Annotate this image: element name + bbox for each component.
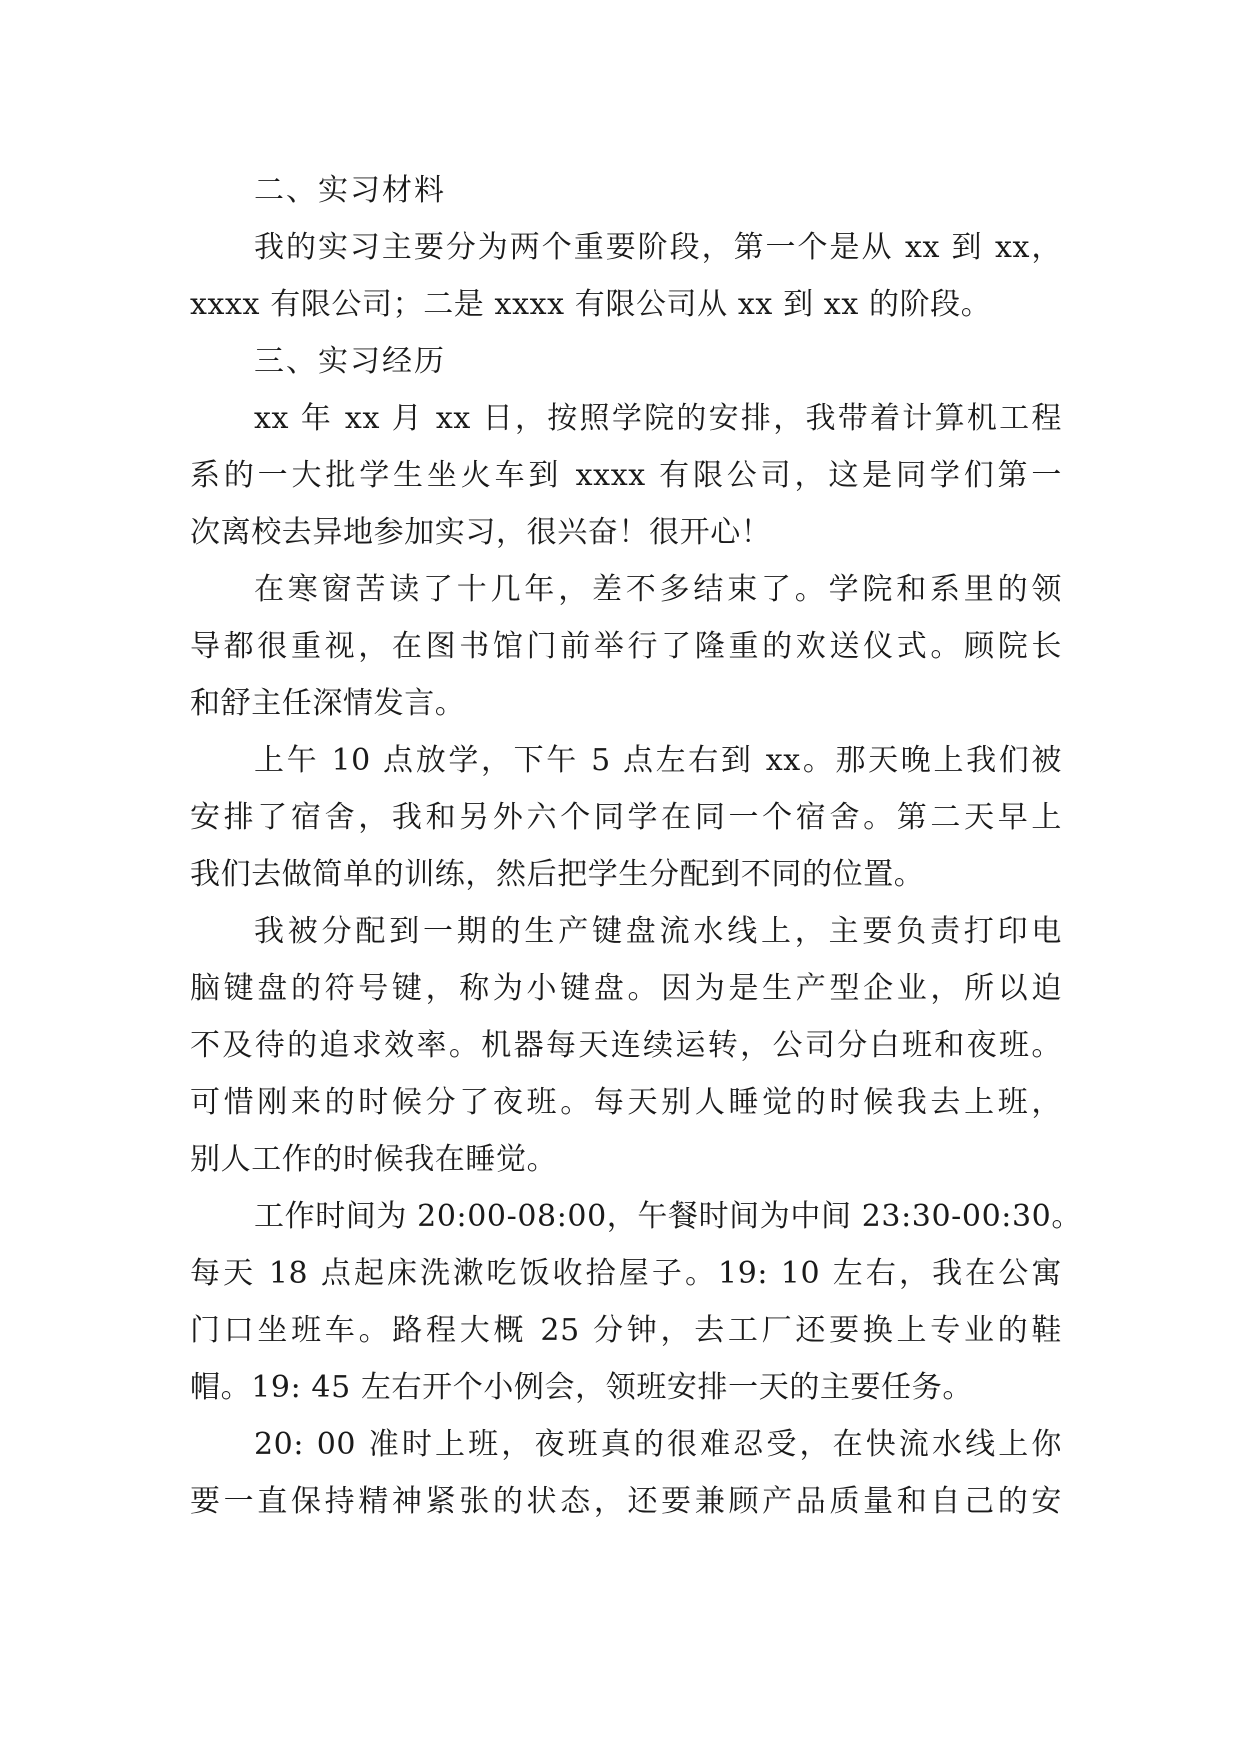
paragraph-line: 20: 00 准时上班，夜班真的很难忍受，在快流水线上你 — [254, 1427, 1062, 1462]
paragraph-line: 次离校去异地参加实习，很兴奋！很开心！ — [190, 515, 772, 550]
paragraph-line: 帽。19: 45 左右开个小例会，领班安排一天的主要任务。 — [190, 1370, 973, 1405]
paragraph-line: 我们去做简单的训练，然后把学生分配到不同的位置。 — [190, 857, 925, 892]
paragraph-line: 别人工作的时候我在睡觉。 — [190, 1142, 558, 1177]
paragraph-line: 要一直保持精神紧张的状态，还要兼顾产品质量和自己的安 — [190, 1484, 1062, 1519]
paragraph-line: 系的一大批学生坐火车到 xxxx 有限公司，这是同学们第一 — [190, 458, 1062, 493]
paragraph-line: 每天 18 点起床洗漱吃饭收拾屋子。19: 10 左右，我在公寓 — [190, 1256, 1062, 1291]
paragraph-line: 安排了宿舍，我和另外六个同学在同一个宿舍。第二天早上 — [190, 800, 1062, 835]
paragraph-line: 我被分配到一期的生产键盘流水线上，主要负责打印电 — [254, 914, 1062, 949]
paragraph-line: 工作时间为 20:00-08:00，午餐时间为中间 23:30-00:30。 — [254, 1199, 1082, 1234]
paragraph-line: 和舒主任深情发言。 — [190, 686, 466, 721]
document-body — [190, 162, 1082, 1530]
paragraph-line: 脑键盘的符号键，称为小键盘。因为是生产型企业，所以迫 — [190, 971, 1062, 1006]
section-heading-experience: 三、实习经历 — [254, 344, 446, 379]
paragraph-line: 导都很重视，在图书馆门前举行了隆重的欢送仪式。顾院长 — [190, 629, 1062, 664]
paragraph-line: 不及待的追求效率。机器每天连续运转，公司分白班和夜班。 — [190, 1028, 1062, 1063]
paragraph-line: 我的实习主要分为两个重要阶段，第一个是从 xx 到 xx， — [254, 230, 1062, 265]
paragraph-line: xxxx 有限公司；二是 xxxx 有限公司从 xx 到 xx 的阶段。 — [190, 287, 992, 322]
paragraph-line: 上午 10 点放学，下午 5 点左右到 xx。那天晚上我们被 — [254, 743, 1062, 778]
paragraph-line: 在寒窗苦读了十几年，差不多结束了。学院和系里的领 — [254, 572, 1062, 607]
paragraph-line: 门口坐班车。路程大概 25 分钟，去工厂还要换上专业的鞋 — [190, 1313, 1062, 1348]
paragraph-line: xx 年 xx 月 xx 日，按照学院的安排，我带着计算机工程 — [254, 401, 1062, 436]
section-heading-materials: 二、实习材料 — [254, 173, 446, 208]
paragraph-line: 可惜刚来的时候分了夜班。每天别人睡觉的时候我去上班， — [190, 1085, 1062, 1120]
